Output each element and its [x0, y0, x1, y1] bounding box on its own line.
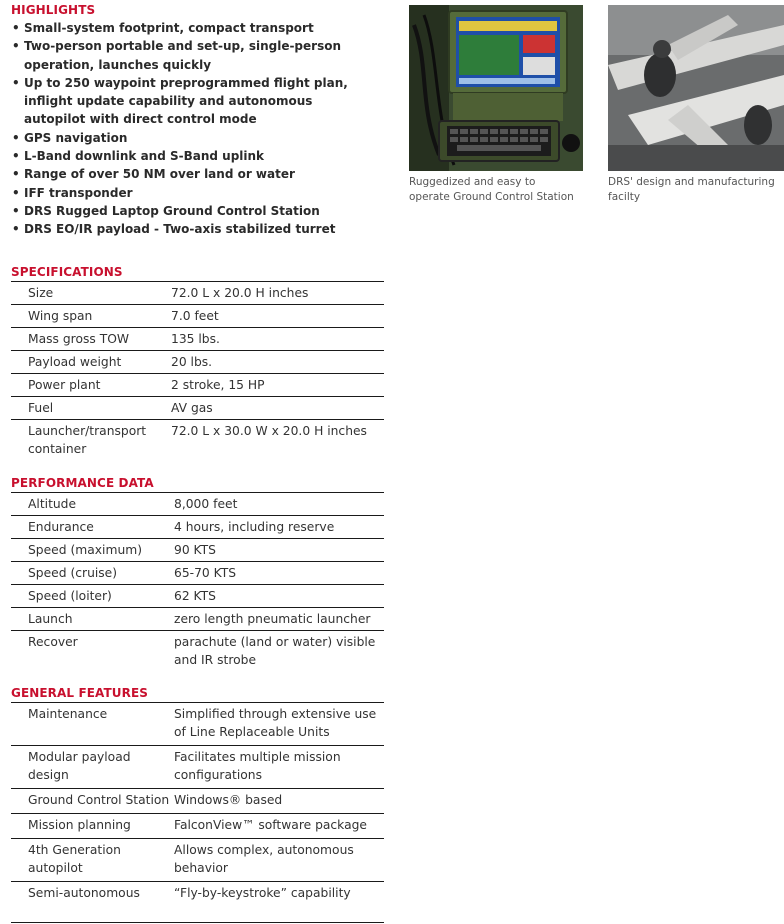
- spec-value: 135 lbs.: [171, 328, 384, 351]
- bullet-icon: •: [12, 149, 20, 164]
- table-row: [11, 420, 384, 461]
- performance-value: 90 KTS: [174, 539, 384, 562]
- bullet-icon: •: [12, 167, 20, 182]
- general-features-table: [11, 702, 384, 906]
- specifications-heading: SPECIFICATIONS: [11, 265, 123, 279]
- spec-label: Payload weight: [11, 351, 171, 374]
- specifications-table: [11, 281, 384, 460]
- performance-label: Speed (loiter): [11, 585, 174, 608]
- table-row: [11, 746, 384, 789]
- highlight-text: IFF transponder: [24, 185, 133, 200]
- table-row: [11, 814, 384, 839]
- spec-value: 2 stroke, 15 HP: [171, 374, 384, 397]
- feature-label: 4th Generation autopilot: [11, 839, 174, 882]
- performance-label: Altitude: [11, 493, 174, 516]
- feature-value: Windows® based: [174, 789, 384, 814]
- performance-value: 8,000 feet: [174, 493, 384, 516]
- ground-control-station-illustration: [409, 5, 583, 171]
- performance-value: 62 KTS: [174, 585, 384, 608]
- highlight-item: [11, 147, 376, 165]
- highlight-text: Range of over 50 NM over land or water: [24, 167, 295, 182]
- table-row: [11, 282, 384, 305]
- table-row: [11, 539, 384, 562]
- table-row: [11, 516, 384, 539]
- highlight-item: [11, 202, 376, 220]
- highlight-item: [11, 184, 376, 202]
- highlight-text: Up to 250 waypoint preprogrammed flight plan, inflight update capability and autonomous autopilot with direct control mode: [24, 75, 348, 127]
- table-row: [11, 789, 384, 814]
- highlight-item: [11, 37, 376, 74]
- highlight-item: [11, 19, 376, 37]
- spec-label: Fuel: [11, 397, 171, 420]
- bullet-icon: •: [12, 21, 20, 35]
- highlight-text: L-Band downlink and S-Band uplink: [24, 149, 265, 164]
- feature-label: Maintenance: [11, 703, 174, 746]
- table-row: [11, 374, 384, 397]
- highlight-item: [11, 165, 376, 183]
- manufacturing-facility-caption: DRS' design and manufacturing facilty: [608, 176, 775, 203]
- feature-value: Allows complex, autonomous behavior: [174, 839, 384, 882]
- highlight-text: Small-system footprint, compact transport: [24, 21, 314, 35]
- table-row: [11, 882, 384, 907]
- table-row: [11, 562, 384, 585]
- highlight-item: [11, 220, 376, 238]
- performance-value: 65-70 KTS: [174, 562, 384, 585]
- performance-heading: PERFORMANCE DATA: [11, 476, 154, 490]
- spec-label: Power plant: [11, 374, 171, 397]
- ground-control-station-photo: [409, 5, 583, 171]
- spec-label: Mass gross TOW: [11, 328, 171, 351]
- table-row: [11, 839, 384, 882]
- highlight-text: DRS EO/IR payload - Two-axis stabilized turret: [24, 222, 336, 237]
- divider: [11, 922, 384, 923]
- highlight-text: GPS navigation: [24, 130, 128, 145]
- highlight-text: DRS Rugged Laptop Ground Control Station: [24, 203, 320, 218]
- performance-value: zero length pneumatic launcher: [174, 608, 384, 631]
- highlight-item: [11, 74, 376, 129]
- spec-value: 20 lbs.: [171, 351, 384, 374]
- highlights-list: [11, 19, 376, 239]
- performance-value: 4 hours, including reserve: [174, 516, 384, 539]
- bullet-icon: •: [12, 222, 20, 237]
- feature-label: Ground Control Station: [11, 789, 174, 814]
- feature-value: “Fly-by-keystroke” capability: [174, 886, 351, 900]
- table-row: [11, 351, 384, 374]
- spec-value: AV gas: [171, 397, 384, 420]
- highlight-text: Two-person portable and set-up, single-person operation, launches quickly: [24, 39, 342, 72]
- table-row: [11, 328, 384, 351]
- bullet-icon: •: [12, 203, 20, 218]
- table-row: [11, 305, 384, 328]
- feature-label: Modular payload design: [11, 746, 174, 789]
- bullet-icon: •: [12, 39, 20, 54]
- performance-label: Speed (maximum): [11, 539, 174, 562]
- manufacturing-facility-photo: [608, 5, 784, 171]
- spec-value: 72.0 L x 20.0 H inches: [171, 282, 384, 305]
- feature-value: Facilitates multiple mission configurations: [174, 746, 384, 789]
- table-row: [11, 585, 384, 608]
- manufacturing-facility-illustration: [608, 5, 784, 171]
- feature-value: Simplified through extensive use of Line Replaceable Units: [174, 703, 384, 746]
- spec-label: Size: [11, 282, 171, 305]
- bullet-icon: •: [12, 75, 20, 90]
- general-features-heading: GENERAL FEATURES: [11, 686, 148, 700]
- spec-label: Launcher/transport container: [28, 424, 147, 456]
- performance-label: Speed (cruise): [11, 562, 174, 585]
- bullet-icon: •: [12, 130, 20, 145]
- performance-value: parachute (land or water) visible and IR strobe: [174, 635, 376, 667]
- table-row: [11, 397, 384, 420]
- highlight-item: [11, 129, 376, 147]
- table-row: [11, 493, 384, 516]
- feature-label: Mission planning: [11, 814, 174, 839]
- spec-value: 7.0 feet: [171, 305, 384, 328]
- feature-label: Semi-autonomous: [28, 886, 140, 900]
- bullet-icon: •: [12, 185, 20, 200]
- performance-label: Recover: [28, 635, 78, 649]
- performance-label: Launch: [11, 608, 174, 631]
- table-row: [11, 608, 384, 631]
- performance-table: [11, 492, 384, 671]
- performance-label: Endurance: [11, 516, 174, 539]
- spec-value: 72.0 L x 30.0 W x 20.0 H inches: [171, 424, 367, 438]
- ground-control-station-caption: Ruggedized and easy to operate Ground Control Station: [409, 176, 574, 203]
- table-row: [11, 631, 384, 672]
- highlights-heading: HIGHLIGHTS: [11, 3, 96, 17]
- spec-label: Wing span: [11, 305, 171, 328]
- feature-value: FalconView™ software package: [174, 814, 384, 839]
- table-row: [11, 703, 384, 746]
